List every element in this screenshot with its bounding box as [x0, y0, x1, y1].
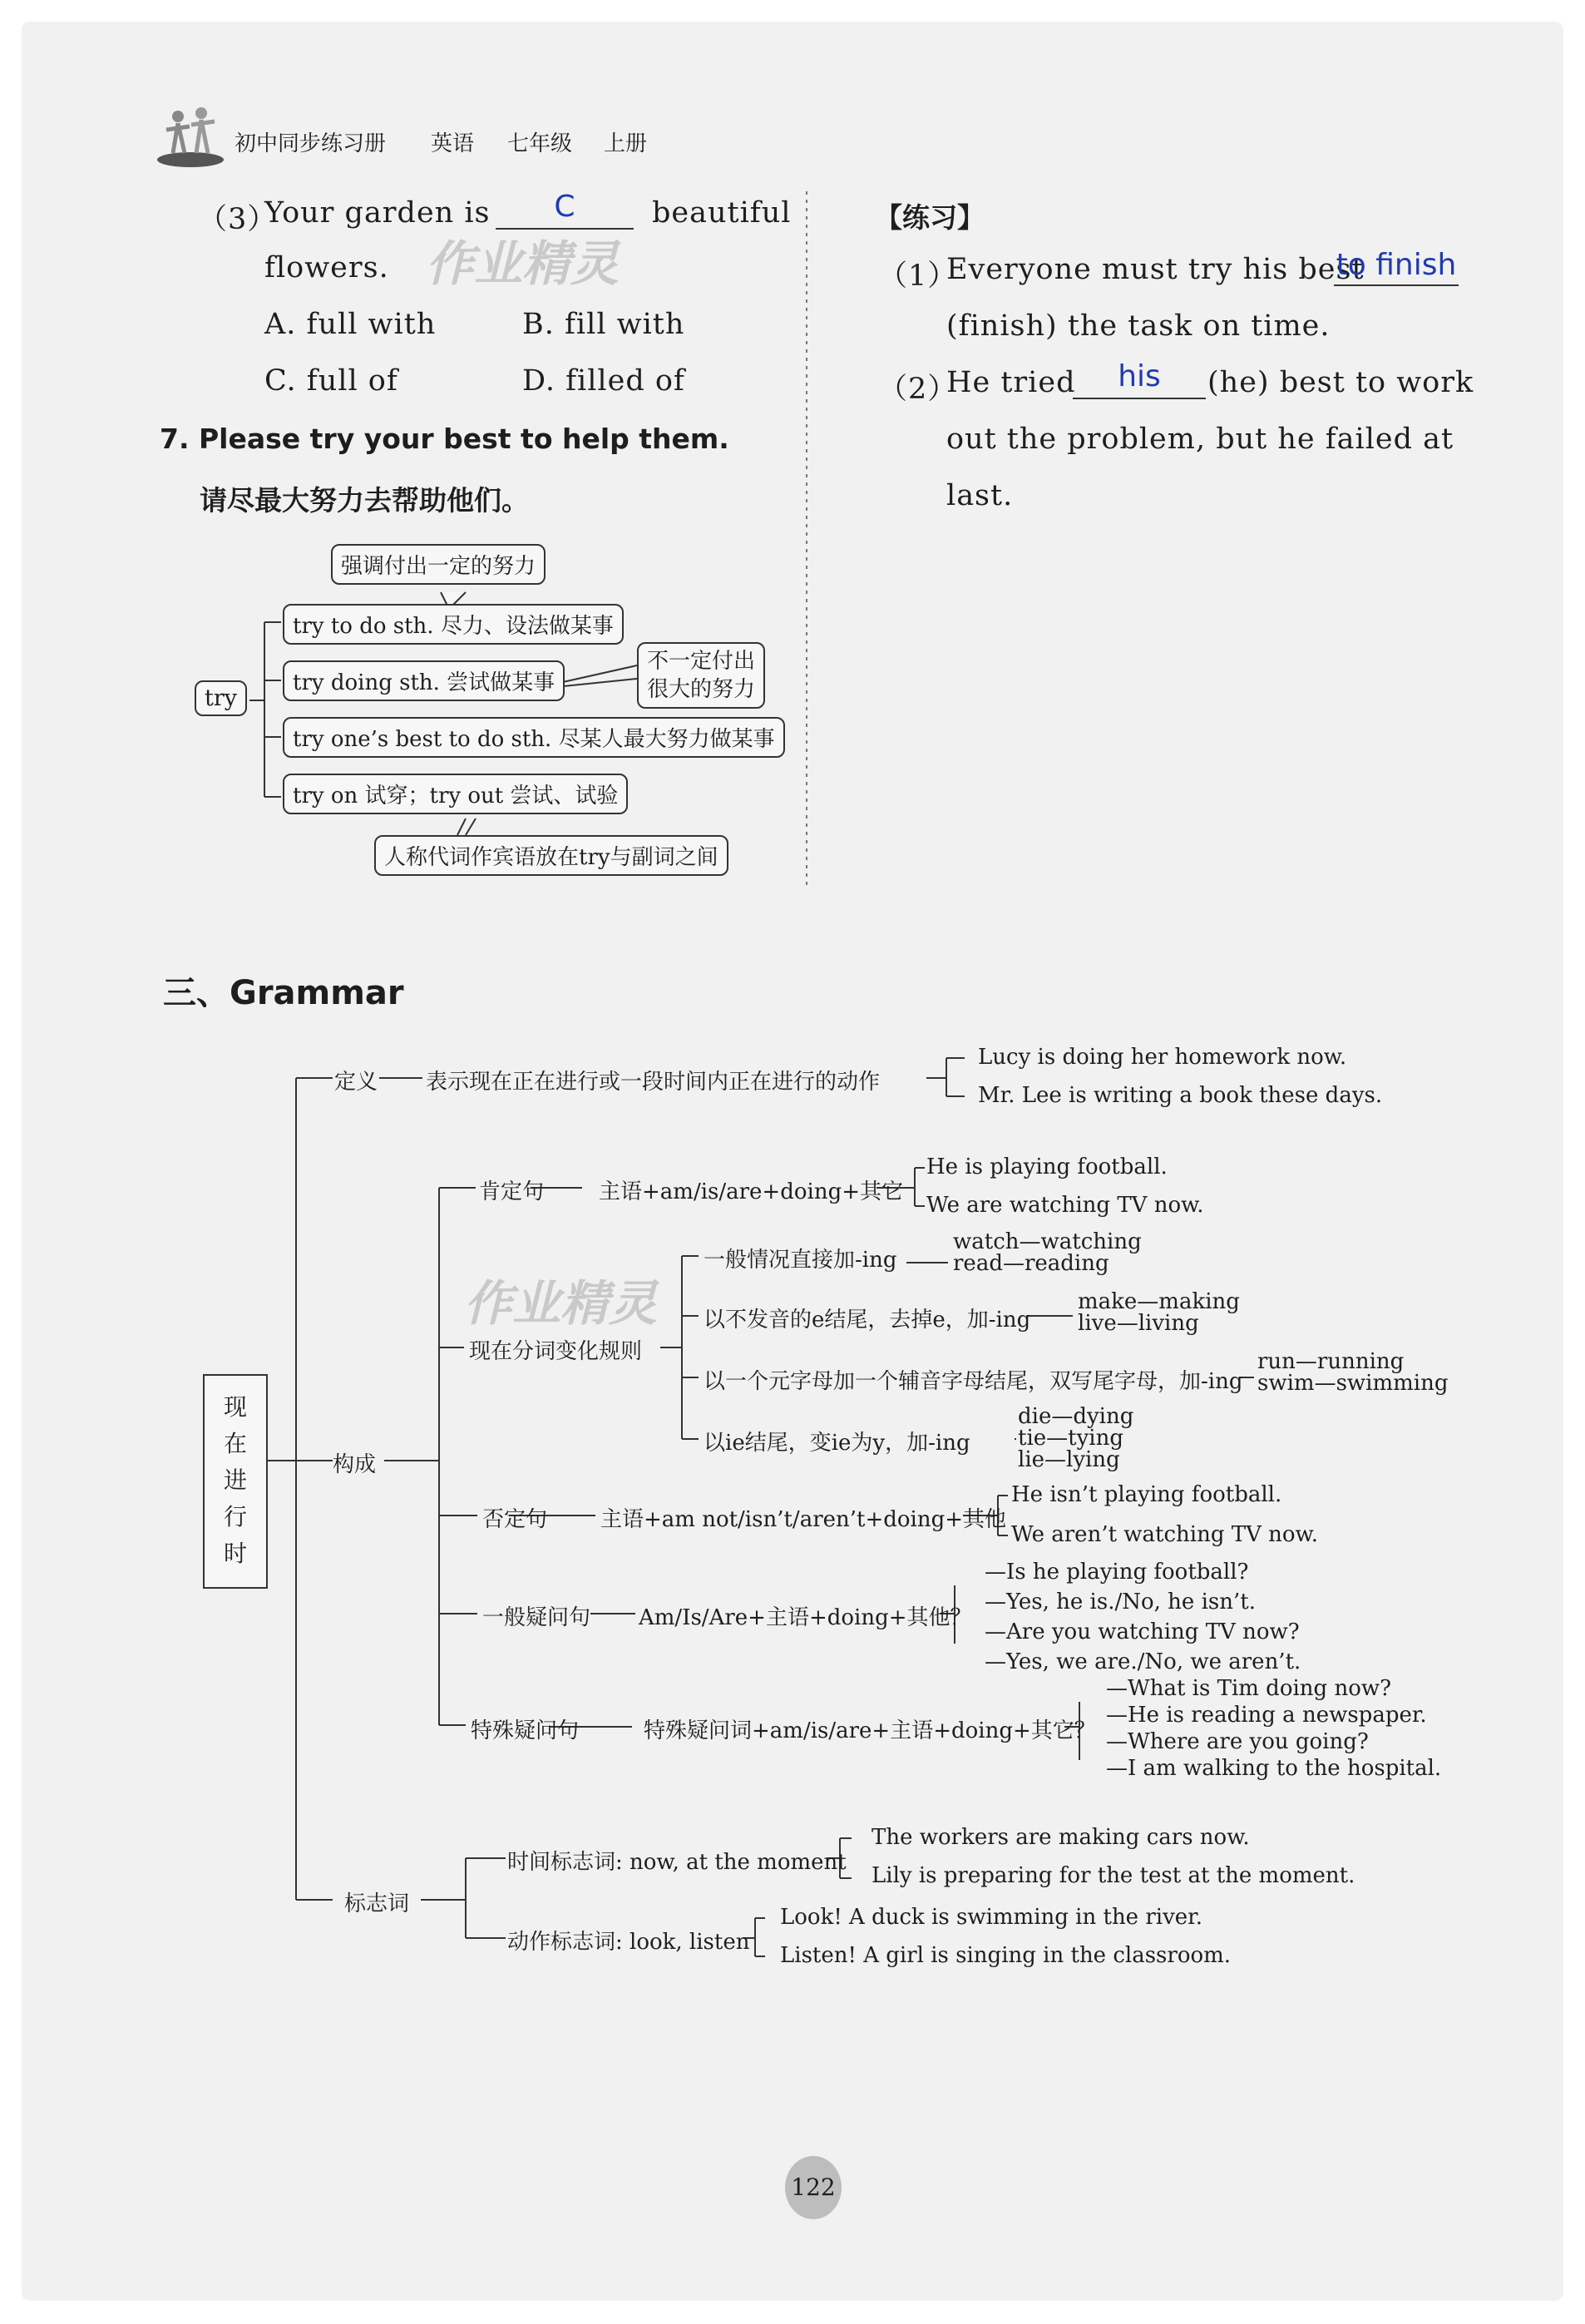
watermark-2: 作业精灵	[464, 1275, 658, 1332]
q3-number: （3）	[198, 203, 278, 236]
grammar-root-box	[203, 1374, 268, 1589]
try-note-top: 强调付出一定的努力	[331, 544, 546, 585]
rule-4-examples	[1018, 1406, 1133, 1471]
practice-2-after: (he) best to work	[1207, 366, 1474, 399]
rule-3-example-2: swim—swimming	[1257, 1371, 1449, 1396]
practice-1-line2: (finish) the task on time.	[946, 309, 1331, 343]
wh-example-2: —He is reading a newspaper.	[1106, 1703, 1427, 1728]
q3-option-b: B. fill with	[522, 308, 685, 341]
header-volume: 上册	[604, 131, 648, 156]
wh-formula: 特殊疑问词+am/is/are+主语+doing+其它？	[644, 1718, 1096, 1743]
try-item-4: try on 试穿；try out 尝试、试验	[283, 774, 628, 814]
q3-stem-after: beautiful	[652, 196, 792, 230]
yn-example-2: —Yes, he is./No, he isn’t.	[985, 1590, 1256, 1614]
practice-1-answer: to finish	[1334, 248, 1459, 286]
neg-formula: 主语+am not/isn’t/aren’t+doing+其他	[600, 1507, 1007, 1532]
def-example-1: Lucy is doing her homework now.	[978, 1045, 1347, 1070]
def-example-2: Mr. Lee is writing a book these days.	[978, 1083, 1383, 1108]
wh-example-4: —I am walking to the hospital.	[1106, 1756, 1442, 1781]
signal-label: 标志词	[344, 1891, 410, 1916]
yn-example-3: —Are you watching TV now?	[985, 1619, 1300, 1644]
rule-label: 现在分词变化规则	[469, 1339, 643, 1364]
rule-4-example-1: die—dying	[1018, 1404, 1134, 1429]
action-example-1: Look! A duck is swimming in the river.	[780, 1905, 1202, 1930]
practice-1-text: Everyone must try his best	[946, 253, 1365, 286]
time-label: 时间标志词: now, at the moment	[507, 1850, 847, 1875]
rule-1-example-2: read—reading	[953, 1251, 1109, 1276]
q3-stem-line2: flowers.	[264, 251, 389, 284]
try-item-3: try one’s best to do sth. 尽某人最大努力做某事	[283, 717, 785, 758]
aff-example-2: We are watching TV now.	[926, 1193, 1204, 1218]
rule-2-example-1: make—making	[1078, 1289, 1240, 1314]
time-example-2: Lily is preparing for the test at the moment.	[872, 1863, 1355, 1888]
wh-examples	[1106, 1675, 1441, 1782]
rule-2-example-2: live—living	[1078, 1311, 1199, 1336]
try-note-side-line2: 很大的努力	[647, 677, 756, 702]
time-example-1: The workers are making cars now.	[872, 1825, 1250, 1850]
header-series: 初中同步练习册	[235, 131, 387, 156]
rule-3: 以一个元字母加一个辅音字母结尾，双写尾字母，加-ing	[704, 1369, 1243, 1394]
practice-2-answer: his	[1073, 359, 1206, 399]
wh-label: 特殊疑问句	[471, 1718, 580, 1743]
root-char-2: 在	[223, 1430, 247, 1457]
yn-examples	[985, 1557, 1301, 1677]
rule-2: 以不发音的e结尾，去掉e，加-ing	[704, 1308, 1031, 1333]
q3-stem: Your garden is	[264, 196, 491, 230]
try-item-2: try doing sth. 尝试做某事	[283, 660, 565, 701]
def-text: 表示现在正在进行或一段时间内正在进行的动作	[426, 1070, 881, 1095]
practice-title: 【练习】	[875, 201, 985, 234]
q7-translation: 请尽最大努力去帮助他们。	[200, 484, 529, 517]
try-note-bottom: 人称代词作宾语放在try与副词之间	[374, 835, 728, 876]
neg-label: 否定句	[482, 1507, 548, 1532]
yn-formula: Am/Is/Are+主语+doing+其他？	[639, 1605, 972, 1630]
try-note-side-line1: 不一定付出	[647, 649, 756, 674]
action-label: 动作标志词: look, listen	[507, 1930, 750, 1955]
yn-label: 一般疑问句	[482, 1605, 591, 1630]
q3-option-c: C. full of	[264, 364, 398, 398]
q7-title: 7. Please try your best to help them.	[160, 423, 729, 455]
yn-example-1: —Is he playing football?	[985, 1560, 1249, 1585]
def-label: 定义	[334, 1070, 378, 1095]
practice-2-text: He tried	[946, 366, 1076, 399]
rule-3-examples	[1257, 1351, 1449, 1394]
q3-answer: C	[496, 190, 634, 230]
rule-4-example-3: lie—lying	[1018, 1447, 1120, 1472]
page-number: 122	[785, 2156, 842, 2219]
grammar-heading: 三、Grammar	[163, 974, 404, 1012]
watermark: 作业精灵	[426, 235, 620, 292]
q3-option-a: A. full with	[264, 308, 437, 341]
wh-example-3: —Where are you going?	[1106, 1729, 1369, 1754]
practice-2-line2: out the problem, but he failed at	[946, 423, 1454, 456]
yn-example-4: —Yes, we are./No, we aren’t.	[985, 1649, 1301, 1674]
root-char-3: 进	[223, 1466, 247, 1494]
aff-formula: 主语+am/is/are+doing+其它	[599, 1179, 904, 1204]
action-example-2: Listen! A girl is singing in the classroom.	[780, 1943, 1232, 1968]
rule-1-example-1: watch—watching	[953, 1229, 1142, 1254]
rule-4: 以ie结尾，变ie为y，加-ing	[704, 1431, 970, 1456]
wh-example-1: —What is Tim doing now?	[1106, 1676, 1392, 1701]
rule-3-example-1: run—running	[1257, 1349, 1405, 1374]
neg-example-1: He isn’t playing football.	[1011, 1482, 1282, 1507]
aff-label: 肯定句	[479, 1179, 545, 1204]
rule-1-examples	[953, 1231, 1142, 1274]
root-char-5: 时	[223, 1540, 247, 1567]
rule-1: 一般情况直接加-ing	[704, 1248, 897, 1273]
practice-1-number: （1）	[878, 260, 958, 293]
practice-2-number: （2）	[878, 373, 958, 406]
q3-option-d: D. filled of	[522, 364, 685, 398]
rule-2-examples	[1078, 1291, 1240, 1334]
try-root: try	[195, 680, 247, 716]
header-grade: 七年级	[507, 131, 573, 156]
try-item-1: try to do sth. 尽力、设法做某事	[283, 604, 624, 645]
root-char-1: 现	[223, 1393, 247, 1421]
root-char-4: 行	[223, 1503, 247, 1530]
practice-2-line3: last.	[946, 479, 1014, 512]
aff-example-1: He is playing football.	[926, 1155, 1168, 1179]
rule-4-example-2: tie—tying	[1018, 1426, 1123, 1451]
header-subject: 英语	[431, 131, 475, 156]
form-label: 构成	[333, 1452, 377, 1477]
neg-example-2: We aren’t watching TV now.	[1011, 1522, 1318, 1547]
